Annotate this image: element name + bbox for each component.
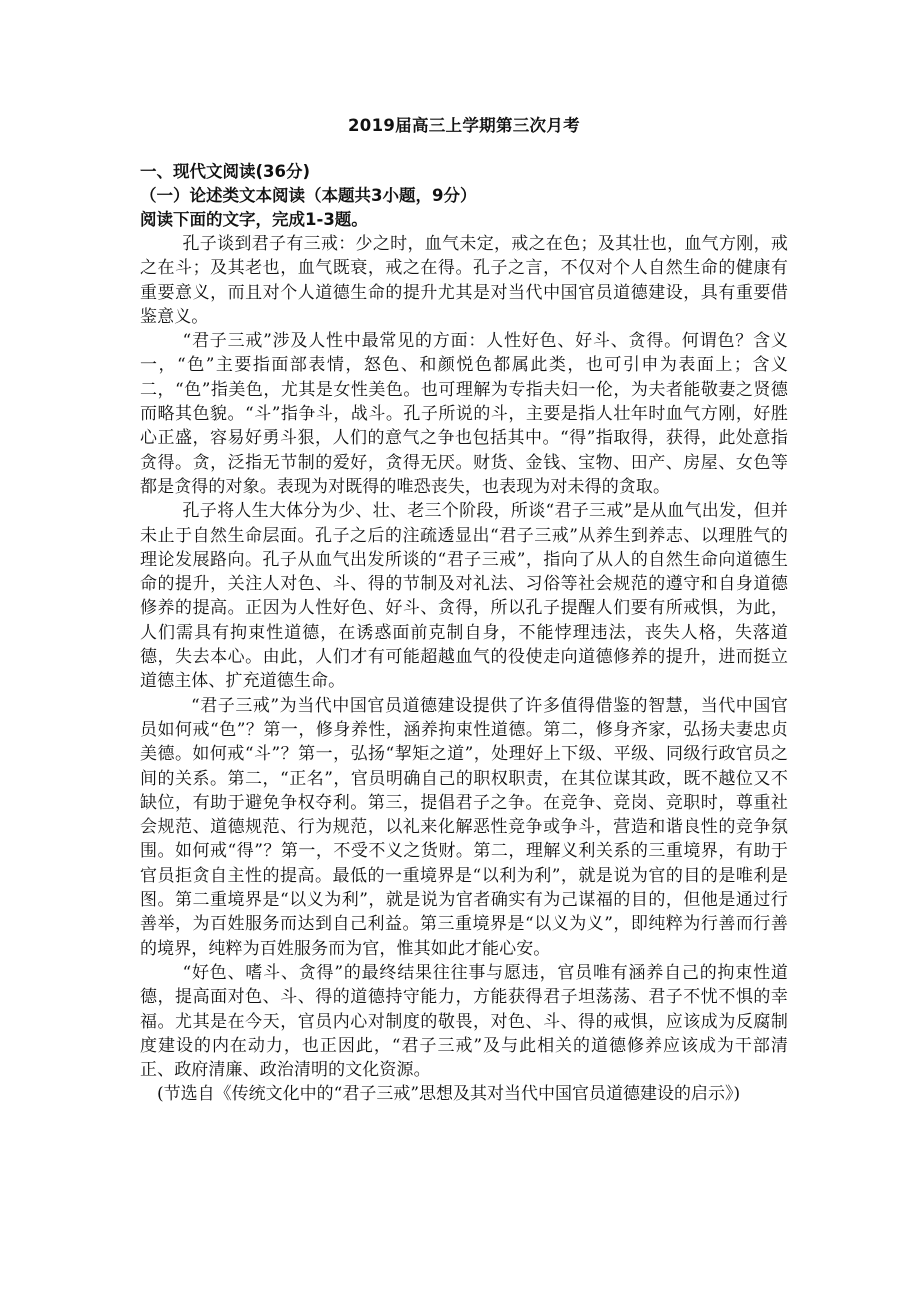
reading-instruction: 阅读下面的文字，完成1-3题。 xyxy=(140,210,368,229)
exam-title: 2019届高三上学期第三次月考 xyxy=(348,116,580,135)
paragraph-2: “君子三戒”涉及人性中最常见的方面：人性好色、好斗、贪得。何谓色？含义一，“色”主要指面部表情，怒色、和颜悦色都属此类，也可引申为表面上；含义二，“色”指美色，尤其是女性美色。也可理解为专指夫妇一伦，为夫者能敬妻之贤德而略其色貌。“斗”指争斗，战斗。孔子所说的斗，主要是指人壮年时血气方刚，好胜心正盛，容易好勇斗狠，人们的意气之争也包括其中。“得”指取得，获得，此处意指贪得。贪，泛指无节制的爱好，贪得无厌。财货、金钱、宝物、田产、房屋、女色等都是贪得的对象。表现为对既得的唯恐丧失，也表现为对未得的贪取。 xyxy=(140,331,788,497)
paragraph-1: 孔子谈到君子有三戒：少之时，血气未定，戒之在色；及其壮也，血气方刚，戒之在斗；及其老也，血气既衰，戒之在得。孔子之言，不仅对个人自然生命的健康有重要意义，而且对个人道德生命的提升尤其是对当代中国官员道德建设，具有重要借鉴意义。 xyxy=(140,234,788,327)
exam-page xyxy=(140,112,788,1107)
paragraph-4: “君子三戒”为当代中国官员道德建设提供了许多值得借鉴的智慧，当代中国官员如何戒“色”？第一，修身养性，涵养拘束性道德。第二，修身齐家，弘扬夫妻忠贞美德。如何戒“斗”？第一，弘扬“挈矩之道”，处理好上下级、平级、同级行政官员之间的关系。第二，“正名”，官员明确自己的职权职责，在其位谋其政，既不越位又不缺位，有助于避免争权夺利。第三，提倡君子之争。在竞争、竞岗、竞职时，尊重社会规范、道德规范、行为规范，以礼来化解恶性竞争或争斗，营造和谐良性的竞争氛围。如何戒“得”？第一，不受不义之货财。第二，理解义利关系的三重境界，有助于官员拒贪自主性的提高。最低的一重境界是“以利为利”，就是说为官的目的是唯利是图。第二重境界是“以义为利”，就是说为官者确实有为己谋福的目的，但他是通过行善举，为百姓服务而达到自己利益。第三重境界是“以义为义”，即纯粹为行善而行善的境界，纯粹为百姓服务而为官，惟其如此才能心安。 xyxy=(140,695,788,959)
section-heading: 一、现代文阅读(36分) xyxy=(140,162,311,181)
paragraph-5: “好色、嗜斗、贪得”的最终结果往往事与愿违，官员唯有涵养自己的拘束性道德，提高面对色、斗、得的道德持守能力，方能获得君子坦荡荡、君子不忧不惧的幸福。尤其是在今天，官员内心对制度的敬畏，对色、斗、得的戒惧，应该成为反腐制度建设的内在动力，也正因此，“君子三戒”及与此相关的道德修养应该成为干部清正、政府清廉、政治清明的文化资源。 xyxy=(140,962,788,1081)
subsection-heading: （一）论述类文本阅读（本题共3小题，9分） xyxy=(140,186,477,205)
source-note: (节选自《传统文化中的“君子三戒”思想及其对当代中国官员道德建设的启示》) xyxy=(157,1084,741,1105)
paragraph-3: 孔子将人生大体分为少、壮、老三个阶段，所谈“君子三戒”是从血气出发，但并未止于自然生命层面。孔子之后的注疏透显出“君子三戒”从养生到养志、以理胜气的理论发展路向。孔子从血气出发所谈的“君子三戒”，指向了从人的自然生命向道德生命的提升，关注人对色、斗、得的节制及对礼法、习俗等社会规范的遵守和自身道德修养的提高。正因为人性好色、好斗、贪得，所以孔子提醒人们要有所戒惧，为此，人们需具有拘束性道德，在诱惑面前克制自身，不能悖理违法，丧失人格，失落道德，失去本心。由此，人们才有可能超越血气的役使走向道德修养的提升，进而挺立道德主体、扩充道德生命。 xyxy=(140,501,788,692)
